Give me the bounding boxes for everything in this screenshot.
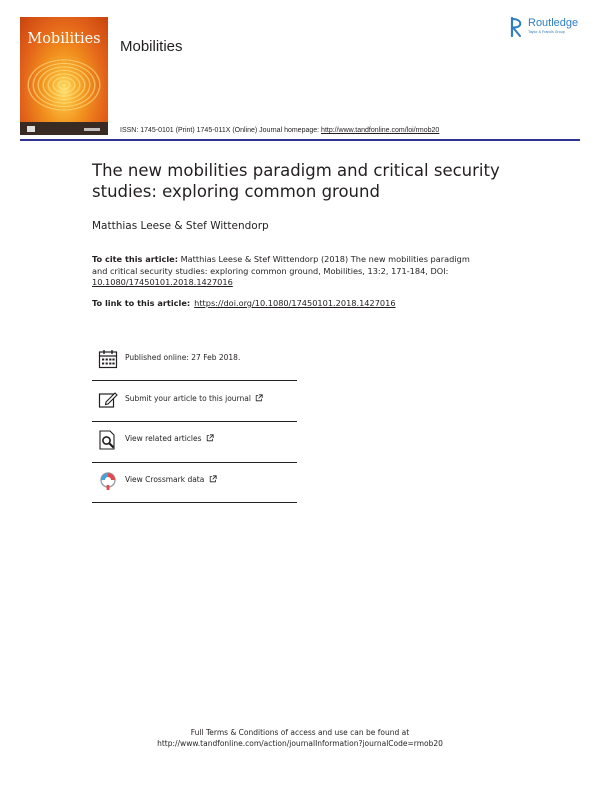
citation-label: To cite this article:	[92, 254, 178, 264]
external-link-icon	[255, 394, 263, 402]
citation-doi-link[interactable]: 10.1080/17450101.2018.1427016	[92, 277, 233, 287]
submit-article-label[interactable]	[125, 394, 263, 403]
footer-terms-line: Full Terms & Conditions of access and use can be found at	[190, 728, 410, 737]
cover-title: Mobilities	[27, 31, 101, 47]
citation-block	[92, 254, 482, 289]
article-authors: Matthias Leese & Stef Wittendorp	[92, 220, 269, 232]
external-link-icon	[209, 475, 217, 483]
crossmark-label[interactable]	[125, 475, 217, 484]
routledge-icon	[510, 16, 523, 38]
row-divider	[92, 421, 297, 422]
publisher-name: Routledge	[528, 17, 579, 29]
row-divider	[92, 502, 297, 503]
issn-line	[120, 127, 439, 134]
edit-icon	[98, 389, 118, 411]
footer-terms-link[interactable]: http://www.tandfonline.com/action/journalInformation?journalCode=rmob20	[157, 739, 443, 748]
published-online-label: Published online: 27 Feb 2018.	[125, 353, 241, 362]
terms-footer	[0, 727, 600, 749]
row-divider	[92, 380, 297, 381]
related-articles-icon	[98, 429, 118, 451]
cover-publisher-logo	[27, 126, 35, 132]
crossmark-icon	[98, 470, 118, 492]
journal-cover	[20, 17, 108, 135]
published-online-row	[98, 348, 298, 374]
publisher-tagline: Taylor & Francis Group	[528, 30, 565, 34]
journal-title: Mobilities	[120, 38, 183, 55]
article-link-block	[92, 298, 396, 310]
article-doi-link[interactable]: https://doi.org/10.1080/17450101.2018.1427016	[194, 298, 396, 308]
crossmark-row[interactable]	[98, 470, 298, 496]
crossmark-text: View Crossmark data	[125, 475, 205, 484]
article-link-label: To link to this article:	[92, 298, 191, 308]
article-title: The new mobilities paradigm and critical security studies: exploring common ground	[92, 161, 500, 201]
citation-text: Matthias Leese & Stef Wittendorp (2018) The new mobilities paradigm and critical security studies: exploring common ground, Mobilities, 13:2, 171-184, DOI:	[92, 254, 470, 276]
submit-article-text: Submit your article to this journal	[125, 394, 251, 403]
submit-article-row[interactable]	[98, 389, 298, 415]
header-divider	[20, 139, 580, 141]
cover-footer-strip	[20, 122, 108, 135]
issn-text: ISSN: 1745-0101 (Print) 1745-011X (Online) Journal homepage:	[120, 127, 322, 134]
row-divider	[92, 462, 297, 463]
calendar-icon	[98, 348, 118, 370]
related-articles-text: View related articles	[125, 434, 202, 443]
external-link-icon	[206, 434, 214, 442]
related-articles-row[interactable]	[98, 429, 298, 455]
cover-barcode	[84, 128, 100, 131]
journal-homepage-link[interactable]: http://www.tandfonline.com/loi/rmob20	[321, 127, 440, 134]
publisher-logo	[510, 16, 590, 40]
related-articles-label[interactable]	[125, 434, 214, 443]
cover-artwork	[24, 57, 104, 113]
